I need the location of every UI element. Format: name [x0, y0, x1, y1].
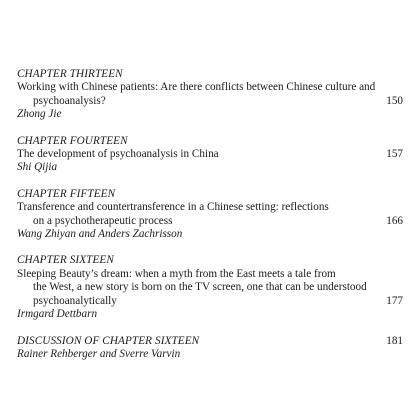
chapter-label: CHAPTER THIRTEEN — [17, 68, 123, 80]
chapter-label: CHAPTER FIFTEEN — [17, 187, 116, 200]
title-line: Working with Chinese patients: Are there conflicts between Chinese culture and — [17, 81, 376, 94]
page-number: 177 — [386, 294, 403, 307]
page-number: 166 — [386, 214, 403, 227]
chapter-title — [17, 81, 403, 108]
title-line: Sleeping Beauty’s dream: when a myth from the East meets a tale from — [17, 267, 336, 280]
title-line: Transference and countertransference in a Chinese setting: reflections — [17, 201, 329, 214]
title-line: on a psychotherapeutic process — [33, 214, 173, 227]
chapter-author: Wang Zhiyan and Anders Zachrisson — [17, 228, 183, 241]
page-number: 157 — [386, 148, 403, 161]
toc-entry-chapter-fourteen — [17, 135, 403, 175]
chapter-author: Shi Qijia — [17, 161, 58, 174]
chapter-label: CHAPTER FOURTEEN — [17, 134, 128, 147]
chapter-title — [17, 148, 403, 161]
page-number: 150 — [386, 94, 403, 107]
chapter-author: Irmgard Dettbarn — [17, 308, 98, 321]
toc-entry-discussion-chapter-sixteen — [17, 335, 403, 362]
chapter-label: DISCUSSION OF CHAPTER SIXTEEN — [17, 334, 200, 347]
chapter-label: CHAPTER SIXTEEN — [17, 254, 114, 267]
chapter-title — [17, 335, 403, 348]
chapter-author: Rainer Rehberger and Sverre Varvin — [17, 347, 181, 360]
title-line: psychoanalytically — [33, 294, 117, 307]
chapter-author: Zhong Jie — [17, 108, 62, 121]
table-of-contents — [17, 68, 403, 374]
title-line: the West, a new story is born on the TV screen, one that can be understood — [33, 281, 367, 294]
title-line: The development of psychoanalysis in China — [17, 148, 219, 161]
toc-entry-chapter-sixteen — [17, 254, 403, 321]
toc-entry-chapter-thirteen — [17, 68, 403, 122]
chapter-title — [17, 268, 403, 308]
page-number: 181 — [386, 334, 403, 347]
toc-entry-chapter-fifteen — [17, 188, 403, 242]
title-line: psychoanalysis? — [33, 94, 106, 107]
chapter-title — [17, 201, 403, 228]
